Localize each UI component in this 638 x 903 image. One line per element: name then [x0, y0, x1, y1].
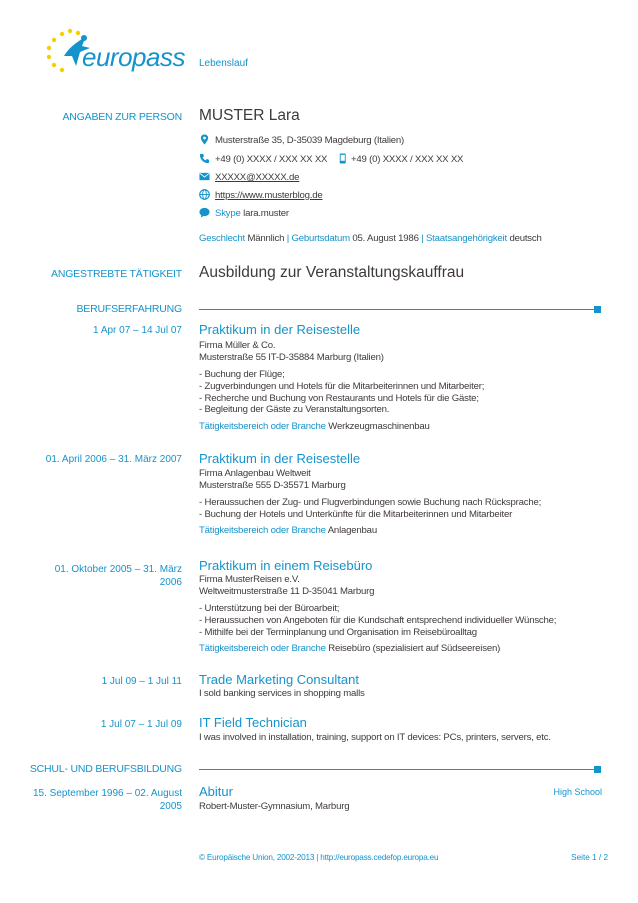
nationality-label: Staatsangehörigkeit	[425, 233, 507, 244]
task-item: - Buchung der Hotels und Unterkünfte für die Mitarbeiterinnen und Mitarbeiter	[199, 508, 513, 520]
employer-name: Firma MusterReisen e.V.	[199, 574, 300, 585]
entry-description: I sold banking services in shopping malls	[199, 688, 365, 699]
page-number: Seite 1 / 2	[571, 853, 608, 862]
entry-title: Trade Marketing Consultant	[199, 672, 359, 687]
employer-name: Firma Müller & Co.	[199, 340, 276, 351]
date-line: 2006	[159, 577, 182, 588]
chat-bubble-icon	[199, 207, 210, 218]
entry-sector	[199, 525, 604, 537]
separator: |	[286, 233, 290, 244]
document-title: Lebenslauf	[199, 58, 248, 69]
phone-icon	[199, 153, 210, 164]
entry-title: Praktikum in einem Reisebüro	[199, 558, 373, 573]
school-name: Robert-Muster-Gymnasium, Marburg	[199, 801, 350, 812]
entry-date: 01. April 2006 – 31. März 2007	[45, 454, 182, 465]
entry-sector	[199, 643, 604, 655]
employer-address: Musterstraße 555 D-35571 Marburg	[199, 479, 346, 491]
mobile-phone-icon	[337, 153, 348, 164]
entry-employer	[199, 340, 604, 364]
logo-text: europass	[82, 42, 185, 72]
section-label-education: SCHUL- UND BERUFSBILDUNG	[29, 763, 182, 775]
task-item: - Begleitung der Gäste zu Veranstaltungsorten.	[199, 404, 390, 416]
entry-sector	[199, 421, 604, 433]
date-line: 01. Oktober 2005 – 31. März	[54, 564, 182, 575]
entry-date: 1 Jul 07 – 1 Jul 09	[100, 719, 182, 730]
gender-value: Männlich	[247, 233, 285, 244]
entry-tasks	[199, 603, 604, 638]
entry-employer	[199, 468, 604, 492]
entry-title: Abitur	[199, 784, 233, 799]
task-item: - Mithilfe bei der Terminplanung und Organisation im Reisebüroalltag	[199, 626, 477, 638]
section-label-personal: ANGABEN ZUR PERSON	[62, 111, 182, 123]
task-item: - Unterstützung bei der Büroarbeit;	[199, 603, 340, 614]
task-item: - Recherche und Buchung von Restaurants und Hotels für die Gäste;	[199, 392, 479, 404]
sector-value: Reisebüro (spezialisiert auf Südseereisen)	[328, 643, 501, 654]
skype-row	[215, 208, 289, 219]
entry-employer	[199, 574, 604, 598]
entry-date	[32, 563, 182, 589]
address: Musterstraße 35, D-35039 Magdeburg (Italien)	[215, 135, 405, 146]
employer-address: Musterstraße 55 IT-D-35884 Marburg (Italien)	[199, 351, 384, 363]
dob-value: 05. August 1986	[352, 233, 419, 244]
employer-name: Firma Anlagenbau Weltweit	[199, 468, 311, 479]
personal-details-row	[199, 233, 542, 244]
location-icon	[199, 134, 210, 145]
entry-date: 1 Apr 07 – 14 Jul 07	[93, 325, 182, 336]
sector-label: Tätigkeitsbereich oder Branche	[199, 643, 326, 654]
entry-date	[32, 787, 182, 813]
date-line: 2005	[159, 801, 182, 812]
mobile-number: +49 (0) XXXX / XXX XX XX	[351, 154, 464, 165]
website-link[interactable]: https://www.musterblog.de	[215, 190, 323, 201]
section-label-experience: BERUFSERFAHRUNG	[76, 303, 182, 315]
entry-title: Praktikum in der Reisestelle	[199, 451, 361, 466]
entry-title: IT Field Technician	[199, 715, 307, 730]
entry-date: 1 Jul 09 – 1 Jul 11	[101, 676, 182, 687]
entry-description: I was involved in installation, training, support on IT devices: PCs, printers, servers, etc.	[199, 732, 551, 743]
separator: |	[421, 233, 424, 244]
skype-id: lara.muster	[243, 208, 289, 219]
education-level: High School	[553, 787, 602, 797]
gender-label: Geschlecht	[199, 233, 245, 244]
phone-number: +49 (0) XXXX / XXX XX XX	[215, 154, 328, 165]
email-link[interactable]: XXXXX@XXXXX.de	[215, 172, 300, 183]
entry-title: Praktikum in der Reisestelle	[199, 322, 361, 337]
sector-value: Werkzeugmaschinenbau	[328, 421, 430, 432]
task-item: - Buchung der Flüge;	[199, 369, 285, 380]
sector-label: Tätigkeitsbereich oder Branche	[199, 421, 326, 432]
section-divider	[199, 769, 599, 770]
person-name: MUSTER Lara	[199, 107, 300, 124]
nationality-value: deutsch	[509, 233, 542, 244]
task-item: - Heraussuchen von Angeboten für die Kundschaft entsprechend individueller Wünsche;	[199, 614, 557, 626]
email-icon	[199, 171, 210, 182]
section-divider	[199, 309, 599, 310]
entry-tasks	[199, 497, 604, 521]
desired-job-title: Ausbildung zur Veranstaltungskauffrau	[199, 264, 465, 281]
europass-logo	[40, 26, 190, 76]
employer-address: Weltweitmusterstraße 11 D-35041 Marburg	[199, 585, 375, 597]
task-item: - Zugverbindungen und Hotels für die Mitarbeiterinnen und Mitarbeiter;	[199, 380, 485, 392]
section-label-desired-job: ANGESTREBTE TÄTIGKEIT	[51, 268, 182, 280]
sector-label: Tätigkeitsbereich oder Branche	[199, 525, 326, 536]
sector-value: Anlagenbau	[327, 525, 377, 536]
date-line: 15. September 1996 – 02. August	[33, 788, 182, 799]
footer-copyright: © Europäische Union, 2002-2013 | http://europass.cedefop.europa.eu	[199, 853, 439, 862]
dob-label: Geburtsdatum	[291, 233, 350, 244]
skype-label: Skype	[215, 208, 241, 219]
task-item: - Heraussuchen der Zug- und Flugverbindungen sowie Buchung nach Rücksprache;	[199, 497, 542, 508]
globe-icon	[199, 189, 210, 200]
entry-tasks	[199, 369, 604, 416]
